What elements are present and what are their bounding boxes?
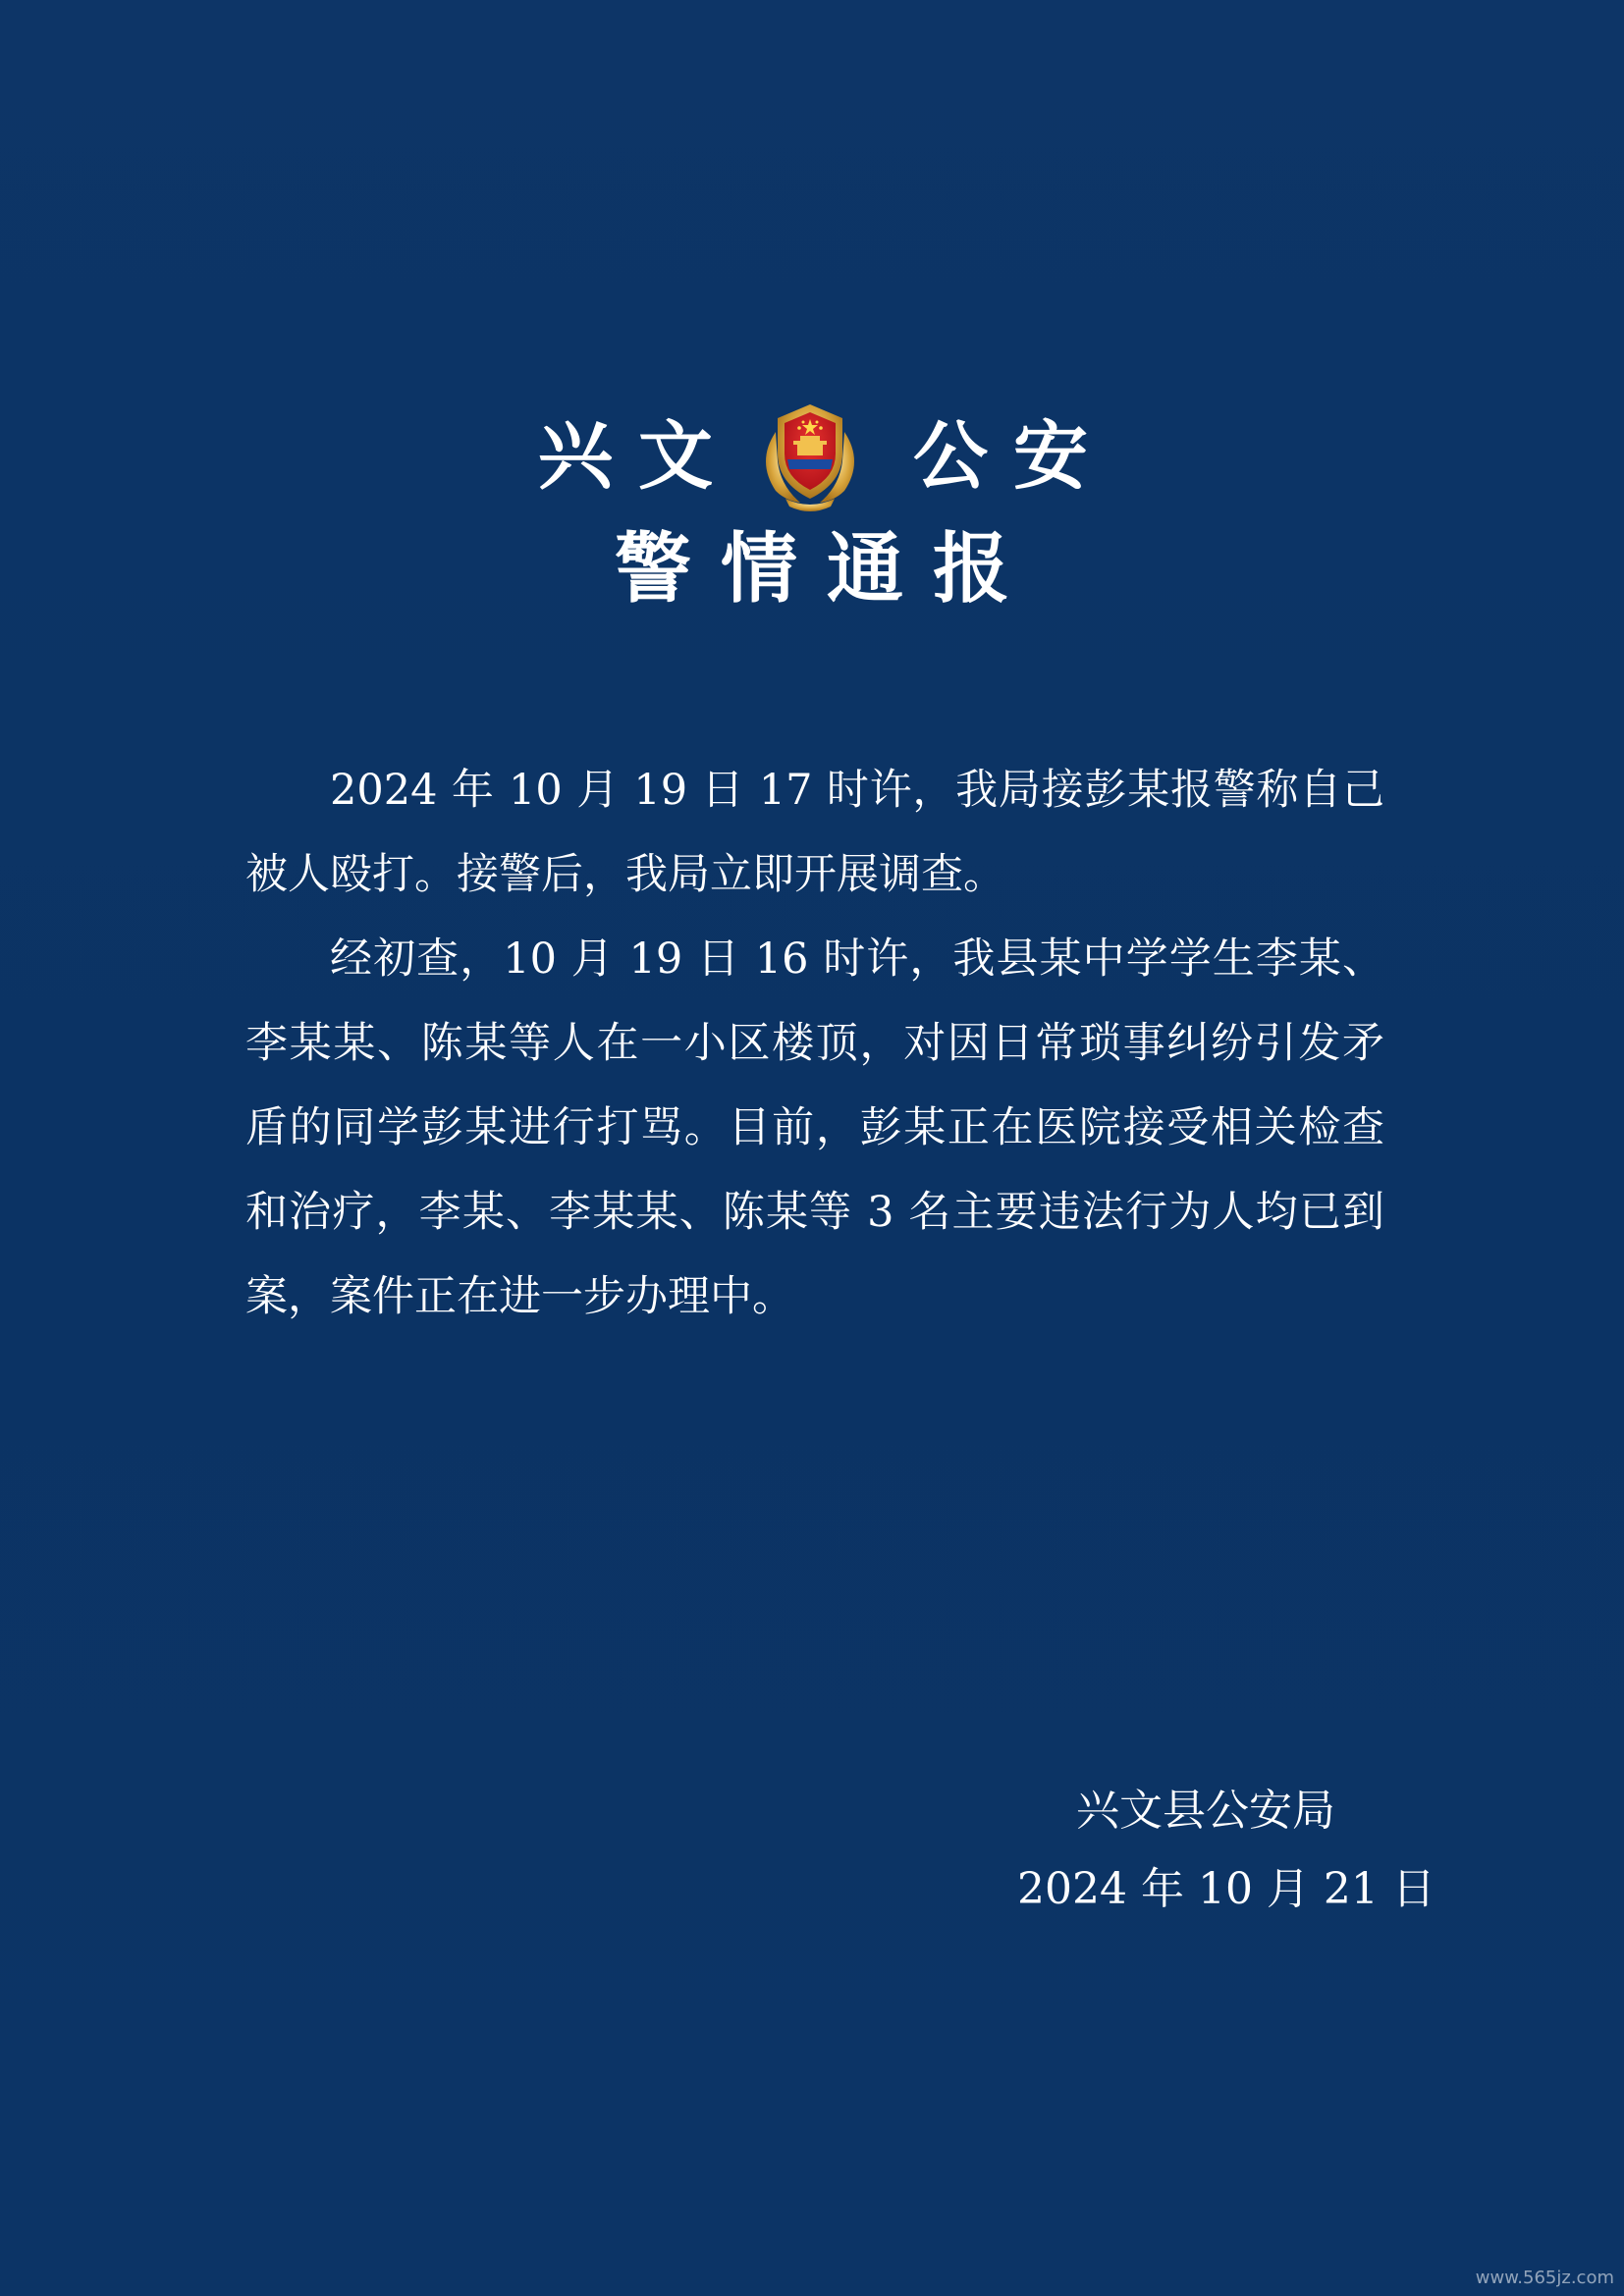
police-emblem-icon xyxy=(746,393,874,520)
header-char: 文 xyxy=(638,412,713,500)
body-paragraph: 经初查，10 月 19 日 16 时许，我县某中学学生李某、李某某、陈某等人在一小区楼顶，对因日常琐事纠纷引发矛盾的同学彭某进行打骂。目前，彭某正在医院接受相关检查和治疗，李某、李某某、陈某等 3 名主要违法行为人均已到案，案件正在进一步办理中。 xyxy=(245,934,1384,1321)
header-char: 兴 xyxy=(538,412,613,500)
issue-date: 2024 年 10 月 21 日 xyxy=(1017,1864,1435,1914)
body-paragraph: 2024 年 10 月 19 日 17 时许，我局接彭某报警称自己被人殴打。接警后，我局立即开展调查。 xyxy=(245,766,1384,899)
header-char: 安 xyxy=(1013,412,1088,500)
issuing-organization: 兴文县公安局 xyxy=(1076,1786,1335,1836)
watermark: www.565jz.com xyxy=(1475,2268,1614,2288)
notice-header xyxy=(0,393,1624,520)
notice-body xyxy=(245,748,1384,1339)
notice-title: 警情通报 xyxy=(614,525,1039,614)
header-char: 公 xyxy=(913,412,988,500)
